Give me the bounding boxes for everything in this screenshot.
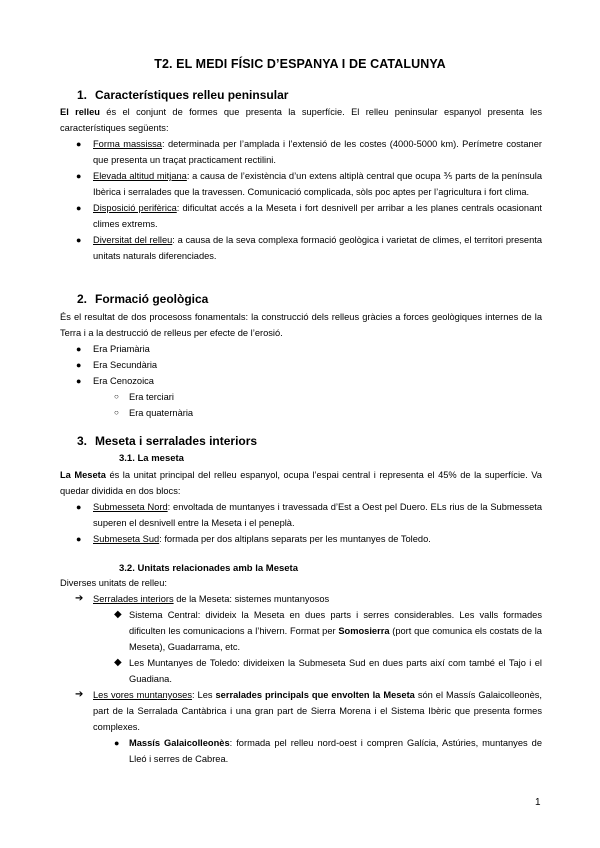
- list-item: ● Disposició perifèrica: dificultat accés a la Meseta i fort desnivell per arribar a les planes centrals ocasionant climes extrems.: [60, 200, 542, 232]
- list-item: ● Forma massissa: determinada per l’amplada i l’extensió de les costes (4000-5000 km). Perímetre costaner que presenta un traçat practicament rectilini.: [60, 136, 542, 168]
- list-item: ● Elevada altitud mitjana: a causa de l’existència d’un extens altiplà central que ocupa ⅗ parts de la península Ibèrica i serralades que la travessen. Comunicació complicada, sòls poc aptes per l’agricultura i fort clima.: [60, 168, 542, 200]
- eras-list: [60, 341, 542, 421]
- section-2-heading: [77, 292, 208, 306]
- sub-list-item: ○ Era quaternària: [60, 405, 542, 421]
- circle-bullet-icon: ○: [114, 408, 119, 417]
- section-title: Meseta i serralades interiors: [95, 434, 258, 448]
- sub-list-item: ○ Era terciari: [60, 389, 542, 405]
- unitats-list: [60, 591, 542, 767]
- diverses-line: Diverses unitats de relleu:: [60, 578, 167, 588]
- section-number: 1.: [77, 88, 88, 102]
- bullet-icon: ●: [76, 203, 82, 213]
- section-title: Formació geològica: [95, 292, 209, 306]
- section-1-intro: El relleu és el conjunt de formes que presenta la superfície. El relleu peninsular espanyol presenta les característiques següents:: [60, 107, 543, 133]
- list-item: ● Submeseta Sud: formada per dos altiplans separats per les muntanyes de Toledo.: [60, 531, 542, 547]
- section-number: 3.: [77, 434, 88, 448]
- bullet-icon: ●: [76, 502, 82, 512]
- page-number: 1: [535, 797, 541, 808]
- list-item: ● Era Priamària: [60, 341, 542, 357]
- arrow-right-icon: ➔: [75, 593, 84, 604]
- diamond-bullet-icon: ◆: [114, 657, 122, 668]
- diamond-bullet-icon: ◆: [114, 609, 122, 620]
- list-item: ● Submesseta Nord: envoltada de muntanyes i travessada d’Est a Oest pel Duero. ELs rius de la Submesseta superen el desnivell entre la Meseta i el peneplà.: [60, 499, 542, 531]
- bullet-icon: ●: [76, 360, 82, 370]
- bullet-icon: ●: [76, 344, 82, 354]
- bullet-icon: ●: [114, 738, 120, 748]
- subsection-3-1-heading: 3.1. La meseta: [119, 453, 184, 464]
- meseta-blocks-list: [60, 499, 542, 547]
- section-number: 2.: [77, 292, 88, 306]
- list-item: ● Era Secundària: [60, 357, 542, 373]
- bold-term: El relleu: [60, 107, 100, 117]
- sub-list-item: ◆ Sistema Central: divideix la Meseta en dues parts i serres considerables. Les valls formades dificulten les comunicacions a l’hivern. Format per Somosierra (port que comunica els costats de la Meseta), Guadarrama, etc.: [114, 609, 542, 652]
- list-item: ● Diversitat del relleu: a causa de la seva complexa formació geològica i varietat de climes, el territori presenta unitats naturals diferenciades.: [60, 232, 542, 264]
- bullet-icon: ●: [76, 139, 82, 149]
- characteristics-list: [60, 136, 542, 264]
- subsection-3-2-heading: 3.2. Unitats relacionades amb la Meseta: [119, 563, 298, 574]
- bullet-icon: ●: [76, 534, 82, 544]
- list-item: ➔ Serralades interiors de la Meseta: sistemes muntanyosos: [60, 591, 542, 607]
- sub-list-item: ● Massís Galaicolleonès: formada pel relleu nord-oest i compren Galícia, Astúries, muntanyes de Lleó i serres de Cabrea.: [60, 735, 542, 767]
- sub-list-item: ◆ Les Muntanyes de Toledo: divideixen la Submeseta Sud en dues parts així com també el Tajo i el Guadiana.: [114, 657, 542, 684]
- bullet-icon: ●: [76, 235, 82, 245]
- bullet-icon: ●: [76, 171, 82, 181]
- meseta-paragraph: La Meseta és la unitat principal del relleu espanyol, ocupa l’espai central i representa el 45% de la superfície. Va quedar dividida en dos blocs:: [60, 470, 542, 496]
- page-title: T2. EL MEDI FÍSIC D’ESPANYA I DE CATALUNYA: [154, 57, 446, 71]
- section-2-intro: És el resultat de dos procesoss fonamentals: la construcció dels relleus gràcies a forces geològiques internes de la Terra i a la destrucció de relleus per efecte de l’erosió.: [60, 312, 542, 338]
- arrow-right-icon: ➔: [75, 689, 84, 700]
- section-title: Característiques relleu peninsular: [95, 88, 289, 102]
- circle-bullet-icon: ○: [114, 392, 119, 401]
- section-3-heading: [77, 434, 257, 448]
- section-1-heading: [77, 88, 288, 102]
- list-item: ● Era Cenozoica: [60, 373, 542, 389]
- bullet-icon: ●: [76, 376, 82, 386]
- list-item: ➔ Les vores muntanyoses: Les serralades principals que envolten la Meseta són el Massís Galaicolleonès, part de la Serralada Cantàbrica i una gran part de Sierra Morena i el Sistema Ibèric que presenta formes complexes.: [75, 689, 542, 732]
